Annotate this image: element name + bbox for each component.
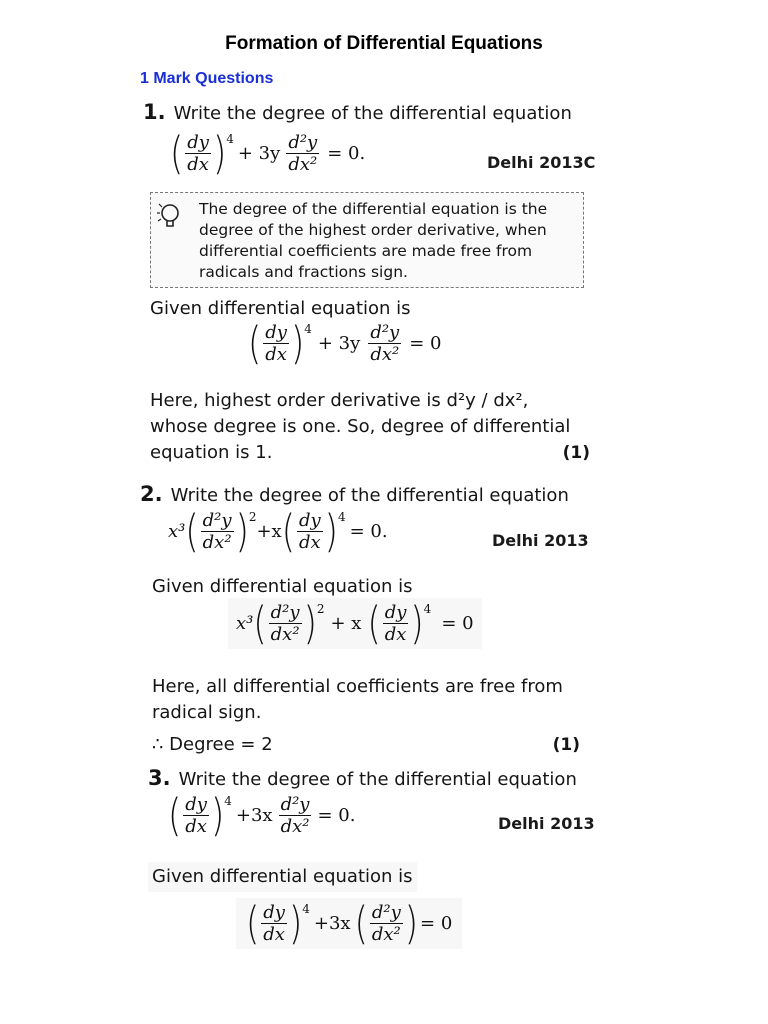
given-q2: Given differential equation is [152, 576, 413, 597]
question-3-prompt [148, 766, 577, 790]
equation-q2-given: x³ ( $\frac{\text{d²y}}{\text{dx²}}$ ) 2 + x ( $\frac{dy}{dx}$ ) 4 = 0 [228, 598, 482, 649]
source-q1: Delhi 2013C [487, 153, 596, 172]
answer-q2: Here, all differential coefficients are free from radical sign. ∴ Degree = 2 (1) [152, 674, 580, 758]
question-number: 2. [140, 482, 163, 506]
source-q2: Delhi 2013 [492, 531, 589, 550]
given-q1: Given differential equation is [150, 298, 411, 319]
tip-text: The degree of the differential equation is the degree of the highest order derivative, when differential coefficients are made free from radicals and fractions sign. [199, 200, 548, 281]
source-q3: Delhi 2013 [498, 814, 595, 833]
equation-q3-given: ( $\frac{dy}{dx}$ ) 4 +3x ( $\frac{\text{d²y}}{\text{dx²}}$ ) = 0 [236, 898, 462, 949]
question-number: 3. [148, 766, 171, 790]
question-text: Write the degree of the differential equation [170, 485, 569, 506]
marks-q2: (1) [552, 735, 580, 755]
question-text: Write the degree of the differential equation [173, 103, 572, 124]
question-2-prompt [140, 482, 569, 506]
equation-q1-given: ( $\frac{dy}{dx}$ ) 4 + 3y $\frac{\text{d²y}}{\text{dx²}}$ = 0 [248, 317, 442, 370]
answer-q1: Here, highest order derivative is d²y / dx², whose degree is one. So, degree of differential equation is 1. (1) [150, 388, 590, 466]
equation-q3: ( $\frac{dy}{dx}$ ) 4 +3x $\frac{\text{d²y}}{\text{dx²}}$ = 0. [168, 789, 356, 842]
question-text: Write the degree of the differential equation [178, 769, 577, 790]
lightbulb-icon [157, 201, 183, 231]
section-heading: 1 Mark Questions [140, 70, 274, 87]
marks-q1: (1) [562, 443, 590, 463]
tip-box [150, 192, 584, 288]
given-q3: Given differential equation is [148, 862, 417, 892]
equation-q1: ( $\frac{dy}{dx}$ ) 4 + 3y $\frac{\text{d²y}}{\text{dx²}}$ = 0. [170, 127, 366, 180]
page-title: Formation of Differential Equations [225, 33, 543, 54]
equation-q2: x³ ( $\frac{\text{d²y}}{\text{dx²}}$ ) 2 +x ( $\frac{dy}{dx}$ ) 4 = 0. [168, 505, 388, 558]
question-1-prompt [143, 100, 572, 124]
question-number: 1. [143, 100, 166, 124]
